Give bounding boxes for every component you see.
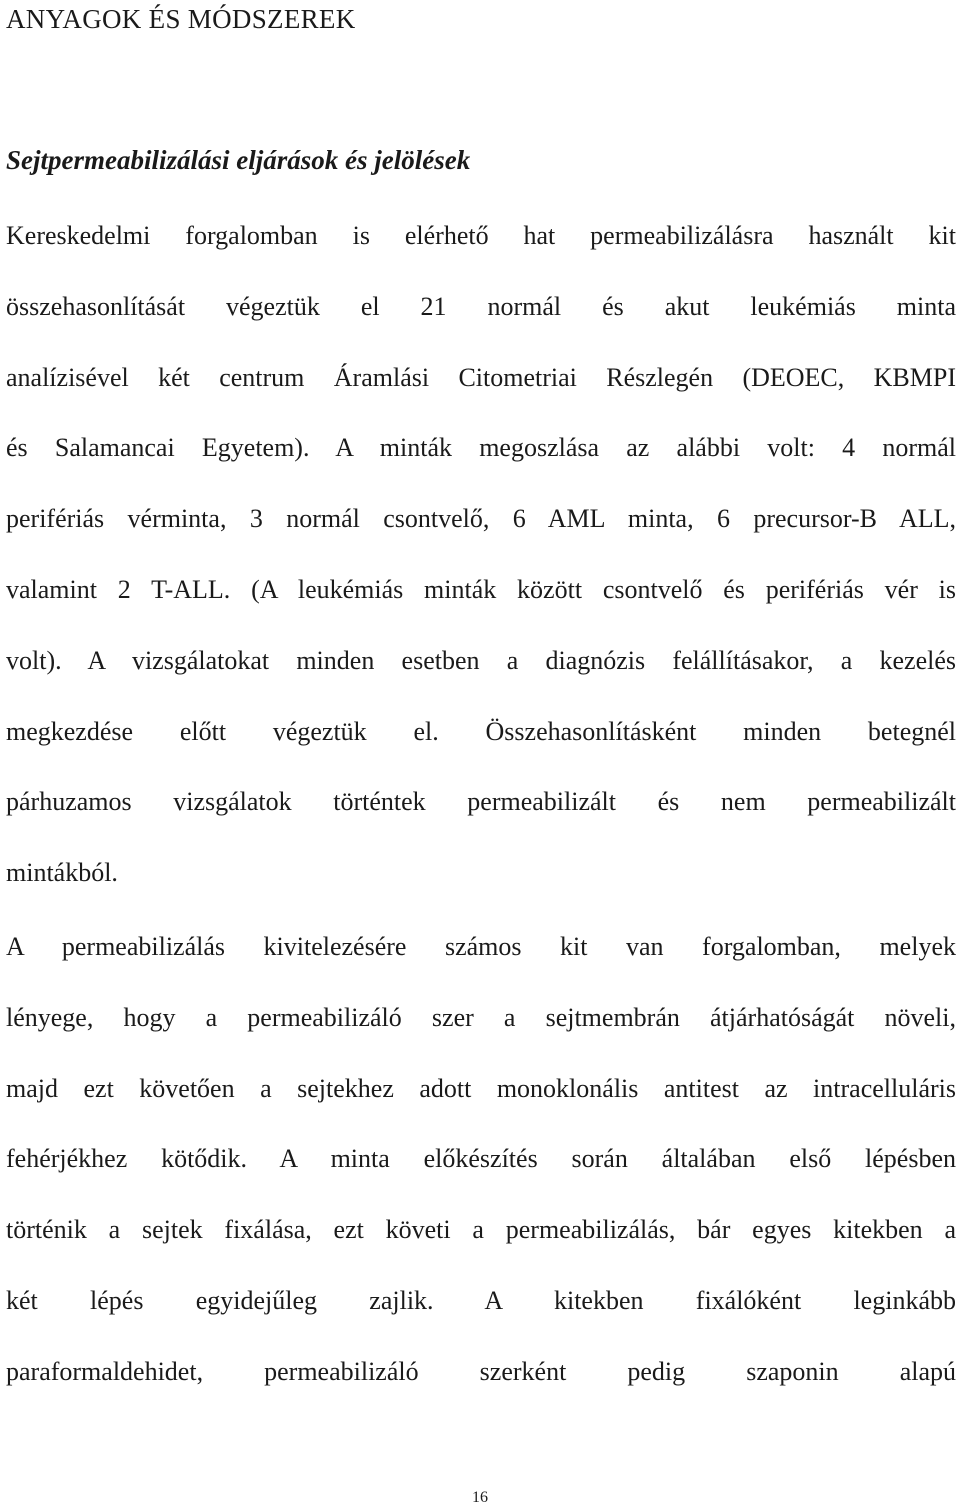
paragraph-line: paraformaldehidet, permeabilizáló szerként pedig szaponin alapú	[6, 1356, 956, 1386]
paragraph-line: Kereskedelmi forgalomban is elérhető hat permeabilizálásra használt kit	[6, 221, 956, 250]
paragraph-line: fehérjékhez kötődik. A minta előkészítés során általában első lépésben	[6, 1144, 956, 1174]
paragraph-line: analízisével két centrum Áramlási Citometriai Részlegén (DEOEC, KBMPI	[6, 362, 956, 392]
paragraph-line: valamint 2 T-ALL. (A leukémiás minták között csontvelő és perifériás vér is	[6, 574, 956, 604]
paragraph-line: volt). A vizsgálatokat minden esetben a diagnózis felállításakor, a kezelés	[6, 645, 956, 675]
paragraph-line: történik a sejtek fixálása, ezt követi a permeabilizálás, bár egyes kitekben a	[6, 1215, 956, 1245]
page-number: 16	[472, 1489, 488, 1506]
paragraph-line: két lépés egyidejűleg zajlik. A kitekben fixálóként leginkább	[6, 1285, 956, 1315]
paragraph-line: lényege, hogy a permeabilizáló szer a sejtmembrán átjárhatóságát növeli,	[6, 1002, 956, 1032]
section-title: Sejtpermeabilizálási eljárások és jelölések	[6, 145, 471, 175]
paragraph-line: megkezdése előtt végeztük el. Összehasonlításként minden betegnél	[6, 716, 956, 746]
chapter-title: ANYAGOK ÉS MÓDSZEREK	[6, 4, 356, 34]
paragraph-2	[6, 912, 956, 1408]
paragraph-line: A permeabilizálás kivitelezésére számos kit van forgalomban, melyek	[6, 932, 956, 961]
paragraph-line: összehasonlítását végeztük el 21 normál és akut leukémiás minta	[6, 291, 956, 321]
paragraph-line: mintákból.	[6, 858, 118, 888]
paragraph-line: majd ezt követően a sejtekhez adott monoklonális antitest az intracelluláris	[6, 1073, 956, 1103]
paragraph-line: és Salamancai Egyetem). A minták megoszlása az alábbi volt: 4 normál	[6, 433, 956, 463]
paragraph-line: perifériás vérminta, 3 normál csontvelő, 6 AML minta, 6 precursor-B ALL,	[6, 504, 956, 534]
paragraph-1	[6, 201, 956, 909]
paragraph-line: párhuzamos vizsgálatok történtek permeabilizált és nem permeabilizált	[6, 787, 956, 817]
